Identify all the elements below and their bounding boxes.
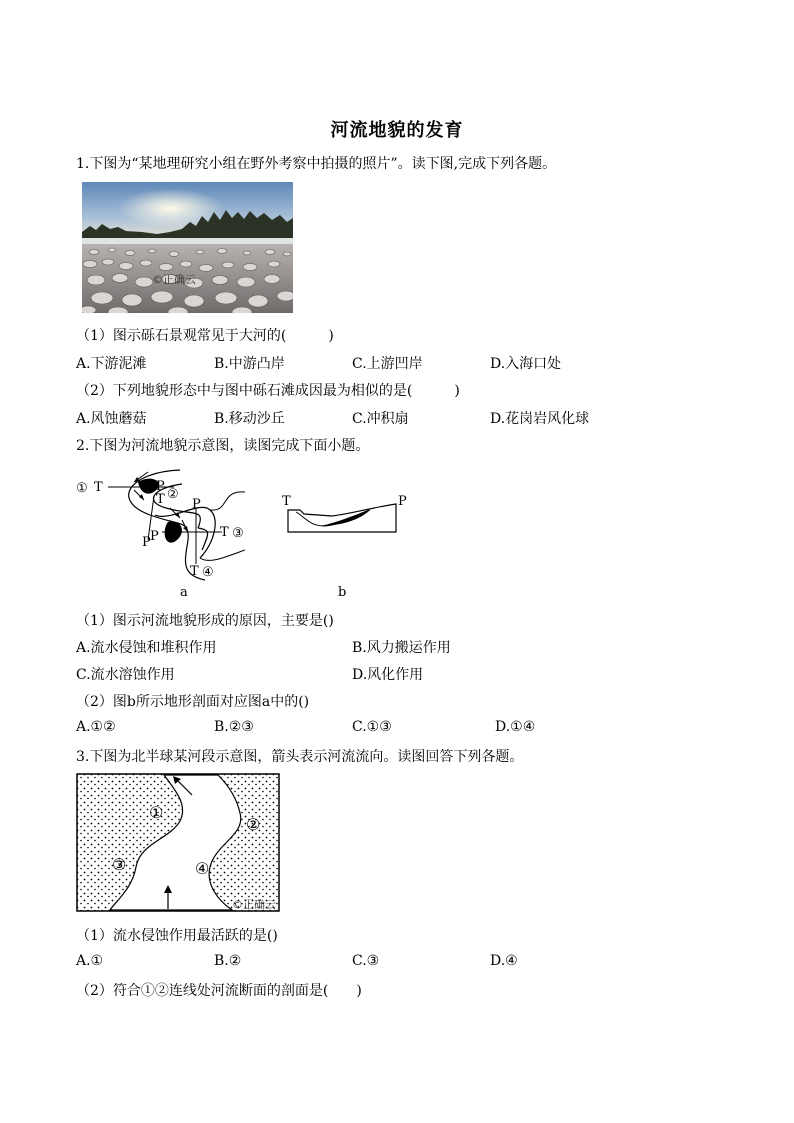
- diagram-a-caption: a: [180, 585, 188, 600]
- river-landform-diagram: [70, 460, 430, 605]
- q2-sub2-option-b: B.②③: [214, 719, 254, 735]
- q2-sub1-option-d: D.风化作用: [352, 667, 424, 683]
- q2-sub1-option-b: B.风力搬运作用: [352, 640, 451, 656]
- question-3-stem: 3.下图为北半球某河段示意图，箭头表示河流流向。读图回答下列各题。: [76, 749, 524, 765]
- diagram-a-T-2: T: [156, 492, 165, 507]
- q1-sub2-option-b: B.移动沙丘: [214, 411, 285, 427]
- q1-sub1-option-c: C.上游凹岸: [352, 356, 423, 372]
- q1-sub1-option-a: A.下游泥滩: [76, 356, 147, 372]
- q3-sub2-text: （2）符合①②连线处河流断面的剖面是( ): [76, 983, 362, 999]
- q1-sub2-option-d: D.花岗岩风化球: [490, 411, 590, 427]
- diagram-a-label-1: ①: [76, 481, 88, 496]
- q2-sub1-text: （1）图示河流地貌形成的原因，主要是(): [76, 613, 334, 629]
- q3-sub1-option-b: B.②: [214, 953, 242, 969]
- q3-sub1-text: （1）流水侵蚀作用最活跃的是(): [76, 928, 278, 944]
- q2-sub2-text: （2）图b所示地形剖面对应图a中的(): [76, 694, 310, 710]
- q1-sub1-text: （1）图示砾石景观常见于大河的( ): [76, 328, 334, 344]
- page-title: 河流地貌的发育: [330, 120, 464, 141]
- q3-sub1-option-d: D.④: [490, 953, 518, 969]
- q1-sub2-option-c: C.冲积扇: [352, 411, 409, 427]
- map-label-3: ③: [112, 855, 127, 874]
- diagram-a-P-3: P: [150, 529, 159, 544]
- q1-sub2-text: （2）下列地貌形态中与图中砾石滩成因最为相似的是( ): [76, 383, 460, 399]
- q2-sub2-option-c: C.①③: [352, 719, 392, 735]
- diagram-b-T: T: [282, 494, 291, 509]
- diagram-a-P-2: P: [192, 497, 201, 512]
- diagram-b-caption: b: [338, 585, 347, 600]
- map-label-4: ④: [195, 859, 210, 878]
- q2-sub1-option-a: A.流水侵蚀和堆积作用: [76, 640, 217, 656]
- q2-sub1-option-c: C.流水溶蚀作用: [76, 667, 175, 683]
- question-1-stem: 1.下图为“某地理研究小组在野外考察中拍摄的照片”。读下图,完成下列各题。: [76, 156, 557, 172]
- diagram-a-T-1: T: [94, 480, 103, 495]
- diagram-a-T-3: T: [220, 525, 229, 540]
- diagram-a-T-4: T: [190, 564, 199, 579]
- map-watermark: ©正确云: [232, 898, 276, 911]
- question-2-stem: 2.下图为河流地貌示意图，读图完成下面小题。: [76, 438, 370, 454]
- diagram-a-P-1: P: [156, 479, 165, 494]
- photo-watermark: ©正确云: [152, 273, 196, 286]
- diagram-a-P-4: P: [142, 535, 151, 550]
- map-label-2: ②: [246, 815, 261, 834]
- river-section-map: [76, 773, 281, 913]
- q3-sub1-option-a: A.①: [76, 953, 104, 969]
- diagram-a-label-3: ③: [232, 526, 244, 541]
- q1-sub1-option-b: B.中游凸岸: [214, 356, 285, 372]
- pebble-beach-photo: [82, 182, 293, 313]
- q2-sub2-option-d: D.①④: [495, 719, 536, 735]
- diagram-b-P: P: [398, 494, 407, 509]
- q1-sub1-option-d: D.入海口处: [490, 356, 562, 372]
- q3-sub1-option-c: C.③: [352, 953, 380, 969]
- diagram-a-label-2: ②: [167, 487, 179, 502]
- map-label-1: ①: [149, 803, 164, 822]
- diagram-a-label-4: ④: [202, 565, 214, 580]
- q2-sub2-option-a: A.①②: [76, 719, 116, 735]
- q1-sub2-option-a: A.风蚀蘑菇: [76, 411, 147, 427]
